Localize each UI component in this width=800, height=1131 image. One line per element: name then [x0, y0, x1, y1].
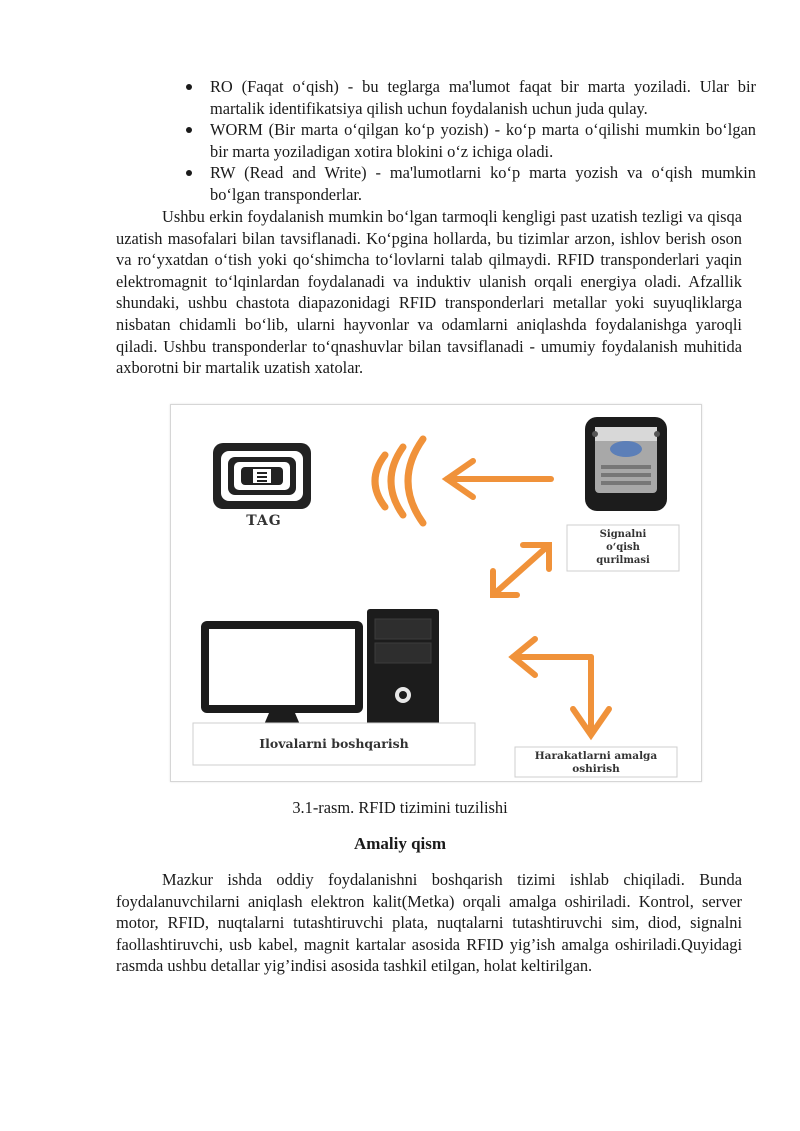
reader-label-line2: o‘qish [606, 542, 640, 553]
rfid-tag-icon [213, 443, 311, 509]
rfid-diagram-svg [171, 405, 701, 781]
bullet-icon [186, 84, 192, 90]
section-heading: Amaliy qism [353, 834, 447, 853]
reader-label-line1: Signalni [599, 529, 647, 540]
list-item: WORM (Bir marta o‘qilgan ko‘p yozish) - ko‘p marta o‘qilishi mumkin bo‘lgan bir marta yoziladigan xotira blokini o‘z ichiga oladi. [186, 119, 756, 162]
tag-label: TAG [246, 513, 282, 529]
monitor-icon [201, 621, 363, 731]
figure-caption: 3.1-rasm. RFID tizimini tuzilishi [292, 798, 508, 817]
action-label-line2: oshirish [572, 763, 620, 775]
body-paragraph: Ushbu erkin foydalanish mumkin bo‘lgan tarmoqli kengligi past uzatish tezligi va qisqa uzatish masofalari bilan tavsiflanadi. Ko‘pgina hollarda, bu tizimlar arzon, ishlov berish oson va ro‘yxatdan o‘tish yoki qo‘shimcha to‘lovlarni talab qilmaydi. RFID transponderlari yaqin elektromagnit to‘lqinlardan foydalanadi va induktiv ulanish orqali energiya oladi. Afzallik shundaki, ushbu chastota diapazonidagi RFID transponderlari metallar yoki suyuqliklarga nisbatan chidamli bo‘lib, ularni hayvonlar va odamlarni aniqlashda foydalanishga yaroqli qiladi. Ushbu transponderlar to‘qnashuvlar bilan tavsiflanadi - umumiy foydalanish muhitida axborotni bir martalik uzatish xatolar. [116, 207, 742, 378]
bidirectional-arrow-icon [493, 545, 549, 595]
bullet-icon [186, 127, 192, 133]
action-label-line1: Harakatlarni amalga [534, 750, 658, 762]
rfid-diagram [170, 404, 702, 782]
arrow-left-icon [447, 461, 551, 497]
computer-tower-icon [367, 609, 439, 733]
list-item: RW (Read and Write) - ma'lumotlarni ko‘p marta yozish va o‘qish mumkin bo‘lgan transponderlar. [186, 162, 756, 205]
app-label: Ilovalarni boshqarish [259, 736, 409, 751]
reader-label-line3: qurilmasi [596, 555, 650, 566]
list-item: RO (Faqat o‘qish) - bu teglarga ma'lumot faqat bir marta yoziladi. Ular bir martalik identifikatsiya qilish uchun foydalanish uchun juda qulay. [186, 76, 756, 119]
bullet-icon [186, 170, 192, 176]
body-paragraph: Mazkur ishda oddiy foydalanishni boshqarish tizimi ishlab chiqiladi. Bunda foydalanuvchilarni aniqlash elektron kalit(Metka) orqali amalga oshiriladi. Kontrol, server motor, RFID, nuqtalarni tutashtiruvchi plata, nuqtalarni tutashtiruvchi sim, diod, signalni faollashtiruvchi, usb kabel, magnit kartalar asosida RFID yig’ish amalga oshiriladi.Quyidagi rasmda ushbu detallar yig’indisi asosida tashkil etilgan, holat keltirilgan. [116, 870, 742, 976]
signal-waves-icon [375, 439, 423, 523]
action-arrows-icon [513, 639, 609, 735]
rfid-reader-icon [585, 417, 667, 511]
tag-type-list [186, 76, 756, 205]
